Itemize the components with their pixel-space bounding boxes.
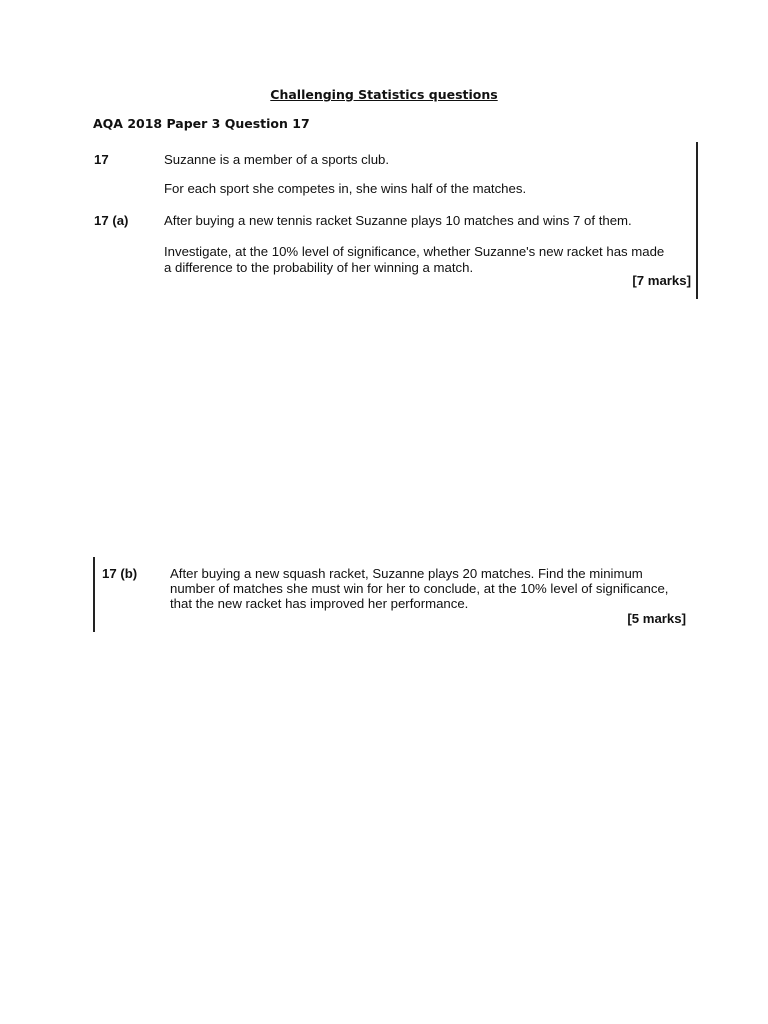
part-b-line-1: After buying a new squash racket, Suzanne plays 20 matches. Find the minimum <box>170 566 643 581</box>
document-title: Challenging Statistics questions <box>270 87 498 102</box>
question-intro-line-1: Suzanne is a member of a sports club. <box>164 152 390 167</box>
document-subtitle: AQA 2018 Paper 3 Question 17 <box>93 116 310 131</box>
part-a-line-3: a difference to the probability of her winning a match. <box>164 260 474 275</box>
part-a-margin-line <box>696 142 698 299</box>
part-b-line-3: that the new racket has improved her performance. <box>170 596 469 611</box>
part-b-label: 17 (b) <box>102 566 138 581</box>
question-number: 17 <box>94 152 109 167</box>
part-b-margin-line <box>93 557 95 632</box>
part-b-marks: [5 marks] <box>627 611 686 626</box>
part-a-marks: [7 marks] <box>632 273 691 288</box>
part-a-label: 17 (a) <box>94 213 129 228</box>
part-a-line-1: After buying a new tennis racket Suzanne plays 10 matches and wins 7 of them. <box>164 213 632 228</box>
part-a-line-2: Investigate, at the 10% level of significance, whether Suzanne's new racket has made <box>164 244 665 259</box>
part-b-line-2: number of matches she must win for her to conclude, at the 10% level of significance, <box>170 581 669 596</box>
question-intro-line-2: For each sport she competes in, she wins half of the matches. <box>164 181 527 196</box>
